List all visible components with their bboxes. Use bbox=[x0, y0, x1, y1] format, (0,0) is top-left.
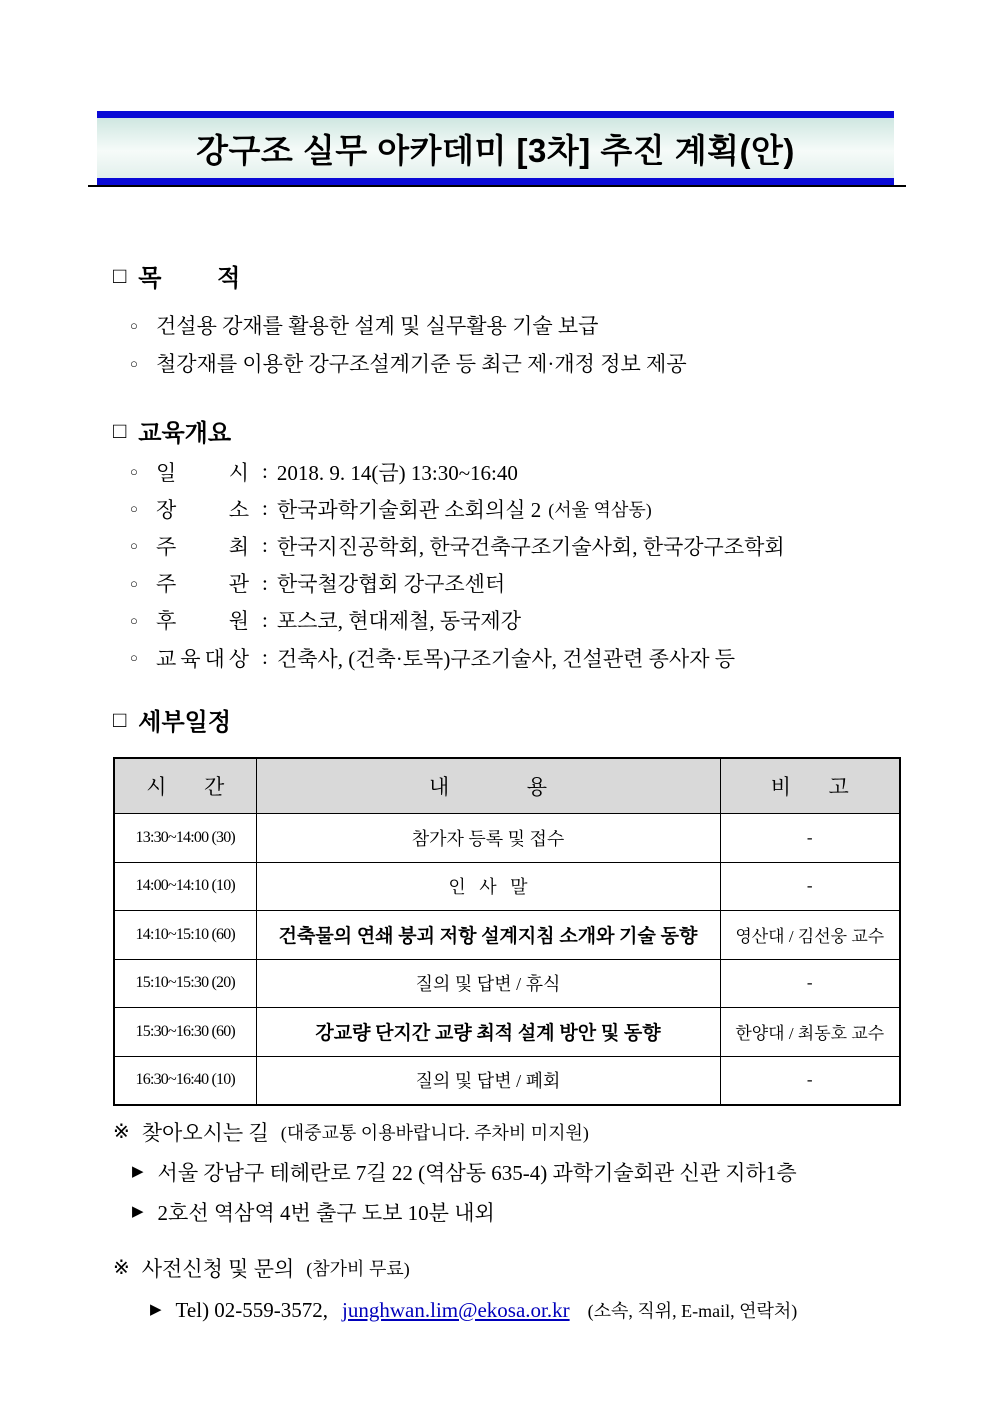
section-marker-icon: □ bbox=[113, 417, 127, 443]
circle-bullet-icon: ○ bbox=[130, 501, 138, 517]
section-heading-schedule bbox=[113, 702, 231, 737]
overview-row bbox=[130, 453, 792, 490]
colon: : bbox=[262, 570, 268, 595]
overview-value: 한국철강협회 강구조센터 bbox=[276, 572, 506, 597]
content-cell: 인 사 말 bbox=[256, 862, 720, 911]
page-title: 강구조 실무 아카데미 [3차] 추진 계획(안) bbox=[196, 131, 795, 169]
schedule-table bbox=[113, 757, 901, 1106]
arrow-bullet-icon: ▶ bbox=[132, 1203, 144, 1220]
section-heading-label: 세부일정 bbox=[138, 709, 232, 736]
time-cell: 13:30~14:00 (30) bbox=[114, 814, 256, 863]
overview-value-small: (서울 역삼동) bbox=[548, 499, 652, 520]
overview-value: 한국과학기술회관 소회의실 2 bbox=[276, 497, 542, 522]
time-cell: 14:00~14:10 (10) bbox=[114, 862, 256, 911]
overview-value: 2018. 9. 14(금) 13:30~16:40 bbox=[276, 460, 518, 485]
section-marker-icon: □ bbox=[113, 706, 127, 732]
note-cell: - bbox=[720, 959, 900, 1008]
section-heading-label: 교육개요 bbox=[138, 420, 232, 447]
purpose-item-text: 건설용 강재를 활용한 설계 및 실무활용 기술 보급 bbox=[156, 314, 599, 338]
table-row bbox=[114, 911, 900, 960]
email-link[interactable]: junghwan.lim@ekosa.or.kr bbox=[342, 1297, 570, 1322]
registration-heading-text: 사전신청 및 문의 bbox=[141, 1257, 295, 1281]
directions-block bbox=[113, 1112, 797, 1232]
table-row bbox=[114, 1008, 900, 1057]
directions-line bbox=[132, 1152, 797, 1192]
reference-mark-icon: ※ bbox=[113, 1257, 130, 1279]
directions-line bbox=[132, 1192, 797, 1232]
table-row bbox=[114, 862, 900, 911]
circle-bullet-icon: ○ bbox=[130, 464, 138, 480]
circle-bullet-icon: ○ bbox=[130, 650, 138, 666]
section-marker-icon: □ bbox=[113, 262, 127, 288]
content-cell: 질의 및 답변 / 휴식 bbox=[256, 959, 720, 1008]
overview-label: 일 시 bbox=[156, 460, 249, 485]
circle-bullet-icon: ○ bbox=[130, 317, 138, 333]
content-cell: 건축물의 연쇄 붕괴 저항 설계지침 소개와 기술 동향 bbox=[256, 911, 720, 960]
directions-line-text: 서울 강남구 테헤란로 7길 22 (역삼동 635-4) 과학기술회관 신관 지하1층 bbox=[157, 1161, 797, 1185]
column-header-time bbox=[114, 758, 256, 814]
purpose-items bbox=[130, 306, 687, 382]
column-header-note bbox=[720, 758, 900, 814]
colon: : bbox=[262, 459, 268, 484]
column-header-label: 시 간 bbox=[146, 775, 225, 799]
overview-rows bbox=[130, 453, 792, 676]
table-row bbox=[114, 1056, 900, 1105]
colon: : bbox=[262, 533, 268, 558]
directions-heading-text: 찾아오시는 길 bbox=[141, 1121, 269, 1145]
list-item bbox=[130, 344, 687, 382]
overview-value: 건축사, (건축·토목)구조기술사, 건설관련 종사자 등 bbox=[276, 646, 736, 671]
time-cell: 15:10~15:30 (20) bbox=[114, 959, 256, 1008]
time-cell: 15:30~16:30 (60) bbox=[114, 1008, 256, 1057]
note-cell: 한양대 / 최동호 교수 bbox=[720, 1008, 900, 1057]
content-cell: 질의 및 답변 / 폐회 bbox=[256, 1056, 720, 1105]
overview-value: 한국지진공학회, 한국건축구조기술사회, 한국강구조학회 bbox=[276, 534, 785, 559]
time-cell: 14:10~15:10 (60) bbox=[114, 911, 256, 960]
contact-required-fields: (소속, 직위, E-mail, 연락처) bbox=[587, 1301, 798, 1321]
directions-heading-small: (대중교통 이용바랍니다. 주차비 미지원) bbox=[280, 1123, 589, 1143]
section-heading-overview bbox=[113, 413, 231, 448]
circle-bullet-icon: ○ bbox=[130, 355, 138, 371]
overview-row bbox=[130, 565, 792, 602]
overview-row bbox=[130, 527, 792, 564]
registration-heading-small: (참가비 무료) bbox=[306, 1259, 410, 1279]
note-cell: 영산대 / 김선웅 교수 bbox=[720, 911, 900, 960]
section-heading-purpose bbox=[113, 258, 240, 293]
directions-heading bbox=[113, 1112, 797, 1152]
circle-bullet-icon: ○ bbox=[130, 612, 138, 628]
circle-bullet-icon: ○ bbox=[130, 575, 138, 591]
overview-row bbox=[130, 639, 792, 676]
overview-label: 교 육 대 상 bbox=[156, 646, 249, 671]
table-row bbox=[114, 814, 900, 863]
banner-underline-rule bbox=[88, 185, 906, 187]
column-header-label: 비 고 bbox=[770, 775, 849, 799]
overview-label: 후 원 bbox=[156, 609, 249, 634]
title-banner bbox=[97, 111, 894, 185]
content-cell: 참가자 등록 및 접수 bbox=[256, 814, 720, 863]
colon: : bbox=[262, 607, 268, 632]
arrow-bullet-icon: ▶ bbox=[132, 1163, 144, 1180]
time-cell: 16:30~16:40 (10) bbox=[114, 1056, 256, 1105]
column-header-content bbox=[256, 758, 720, 814]
overview-label: 장 소 bbox=[156, 497, 249, 522]
overview-value: 포스코, 현대제철, 동국제강 bbox=[276, 609, 521, 634]
arrow-bullet-icon: ▶ bbox=[150, 1301, 162, 1318]
overview-row bbox=[130, 602, 792, 639]
contact-line bbox=[150, 1288, 797, 1332]
purpose-item-text: 철강재를 이용한 강구조설계기준 등 최근 제·개정 정보 제공 bbox=[156, 352, 687, 376]
content-cell: 강교량 단지간 교량 최적 설계 방안 및 동향 bbox=[256, 1008, 720, 1057]
circle-bullet-icon: ○ bbox=[130, 538, 138, 554]
note-cell: - bbox=[720, 814, 900, 863]
directions-line-text: 2호선 역삼역 4번 출구 도보 10분 내외 bbox=[157, 1201, 495, 1225]
overview-row bbox=[130, 490, 792, 527]
registration-heading bbox=[113, 1248, 797, 1288]
registration-block bbox=[113, 1248, 797, 1332]
overview-label: 주 관 bbox=[156, 572, 249, 597]
list-item bbox=[130, 306, 687, 344]
reference-mark-icon: ※ bbox=[113, 1121, 130, 1143]
table-header-row bbox=[114, 758, 900, 814]
overview-label: 주 최 bbox=[156, 534, 249, 559]
table-row bbox=[114, 959, 900, 1008]
section-heading-label: 목 적 bbox=[138, 265, 241, 292]
colon: : bbox=[262, 645, 268, 670]
note-cell: - bbox=[720, 1056, 900, 1105]
column-header-label: 내 용 bbox=[429, 775, 547, 799]
note-cell: - bbox=[720, 862, 900, 911]
telephone-text: Tel) 02-559-3572, bbox=[175, 1297, 329, 1322]
colon: : bbox=[262, 496, 268, 521]
